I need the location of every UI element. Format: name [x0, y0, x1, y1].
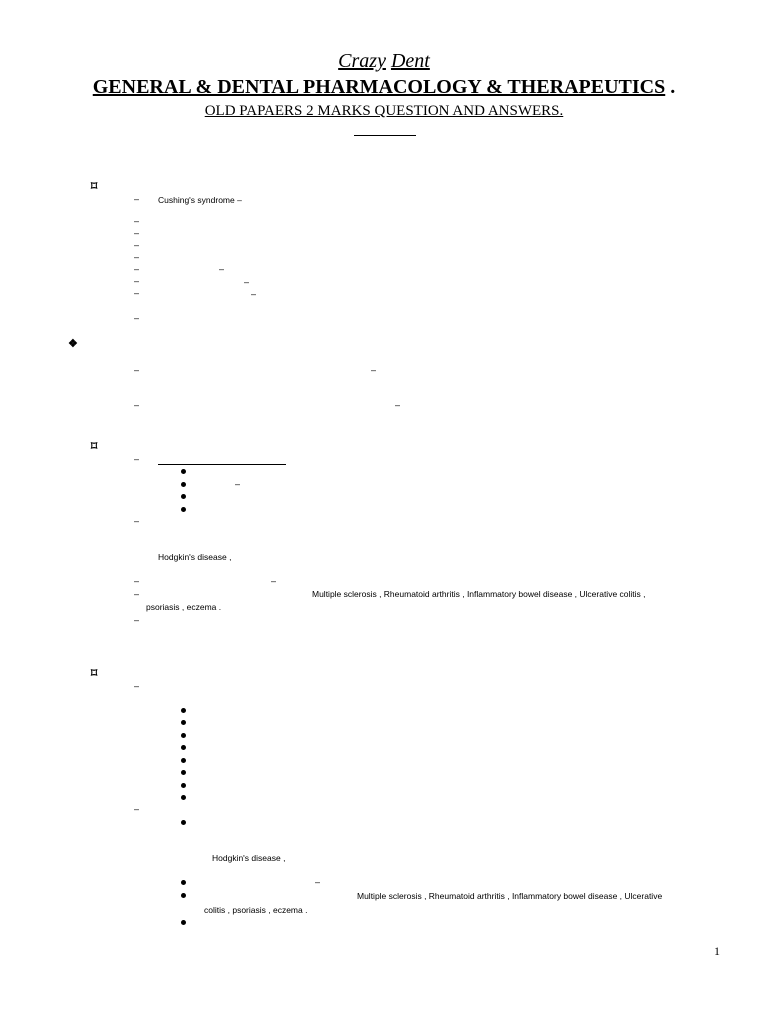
bullet-dot [181, 494, 186, 499]
document-title-end: . [670, 76, 676, 98]
document-title-main: GENERAL & DENTAL PHARMACOLOGY & THERAPEUTICS [92, 76, 666, 98]
bullet-dot [181, 469, 186, 474]
dash-marker: – [395, 400, 401, 410]
autoimmune-list-line2: psoriasis , eczema . [146, 602, 222, 612]
bullet-dot [181, 880, 186, 885]
bullet-dot [181, 745, 186, 750]
autoimmune-list-line2: colitis , psoriasis , eczema . [204, 905, 308, 915]
dash-marker: – [134, 454, 140, 464]
dash-marker: – [235, 479, 241, 489]
underline-rule [158, 464, 286, 465]
dash-marker: – [134, 615, 140, 625]
dash-marker: – [134, 804, 140, 814]
bullet-dot [181, 795, 186, 800]
bullet-dot [181, 820, 186, 825]
dash-marker: – [251, 289, 257, 299]
cushings-syndrome-line: Cushing's syndrome – [158, 195, 242, 205]
bullet-dot [181, 758, 186, 763]
dash-marker: – [134, 576, 140, 586]
brand-word-crazy: Crazy [338, 50, 386, 72]
bullet-dot [181, 783, 186, 788]
bullet-dot [181, 893, 186, 898]
autoimmune-list-line1: Multiple sclerosis , Rheumatoid arthritis , Inflammatory bowel disease , Ulcerative colitis , [312, 589, 646, 599]
dash-marker: – [134, 589, 140, 599]
hodgkins-disease-line: Hodgkin's disease , [212, 853, 286, 863]
hodgkins-disease-line: Hodgkin's disease , [158, 552, 232, 562]
dash-marker: – [244, 277, 250, 287]
brand-title [0, 50, 768, 73]
document-title [0, 76, 768, 99]
dash-marker: – [134, 276, 140, 286]
dash-marker: – [134, 228, 140, 238]
dash-marker: – [134, 240, 140, 250]
section-marker-icon: ⌑ [91, 179, 98, 193]
dash-marker: – [134, 400, 140, 410]
bullet-dot [181, 770, 186, 775]
diamond-marker-icon: ❖ [68, 338, 78, 350]
dash-marker: – [134, 365, 140, 375]
title-divider [354, 135, 416, 136]
bullet-dot [181, 708, 186, 713]
dash-marker: – [134, 516, 140, 526]
section-marker-icon: ⌑ [91, 666, 98, 680]
dash-marker: – [134, 194, 140, 204]
section-marker-icon: ⌑ [91, 439, 98, 453]
dash-marker: – [134, 313, 140, 323]
dash-marker: – [134, 252, 140, 262]
bullet-dot [181, 720, 186, 725]
dash-marker: – [371, 365, 377, 375]
brand-word-dent: Dent [390, 50, 430, 72]
dash-marker: – [134, 216, 140, 226]
dash-marker: – [134, 681, 140, 691]
autoimmune-list-line1: Multiple sclerosis , Rheumatoid arthritis , Inflammatory bowel disease , Ulcerative [357, 891, 663, 901]
page-number: 1 [714, 944, 720, 958]
bullet-dot [181, 507, 186, 512]
dash-marker: – [315, 877, 321, 887]
dash-marker: – [134, 288, 140, 298]
bullet-dot [181, 733, 186, 738]
dash-marker: – [134, 264, 140, 274]
document-subtitle: OLD PAPAERS 2 MARKS QUESTION AND ANSWERS. [204, 103, 564, 119]
dash-marker: – [219, 264, 225, 274]
dash-marker: – [271, 576, 277, 586]
bullet-dot [181, 920, 186, 925]
bullet-dot [181, 482, 186, 487]
